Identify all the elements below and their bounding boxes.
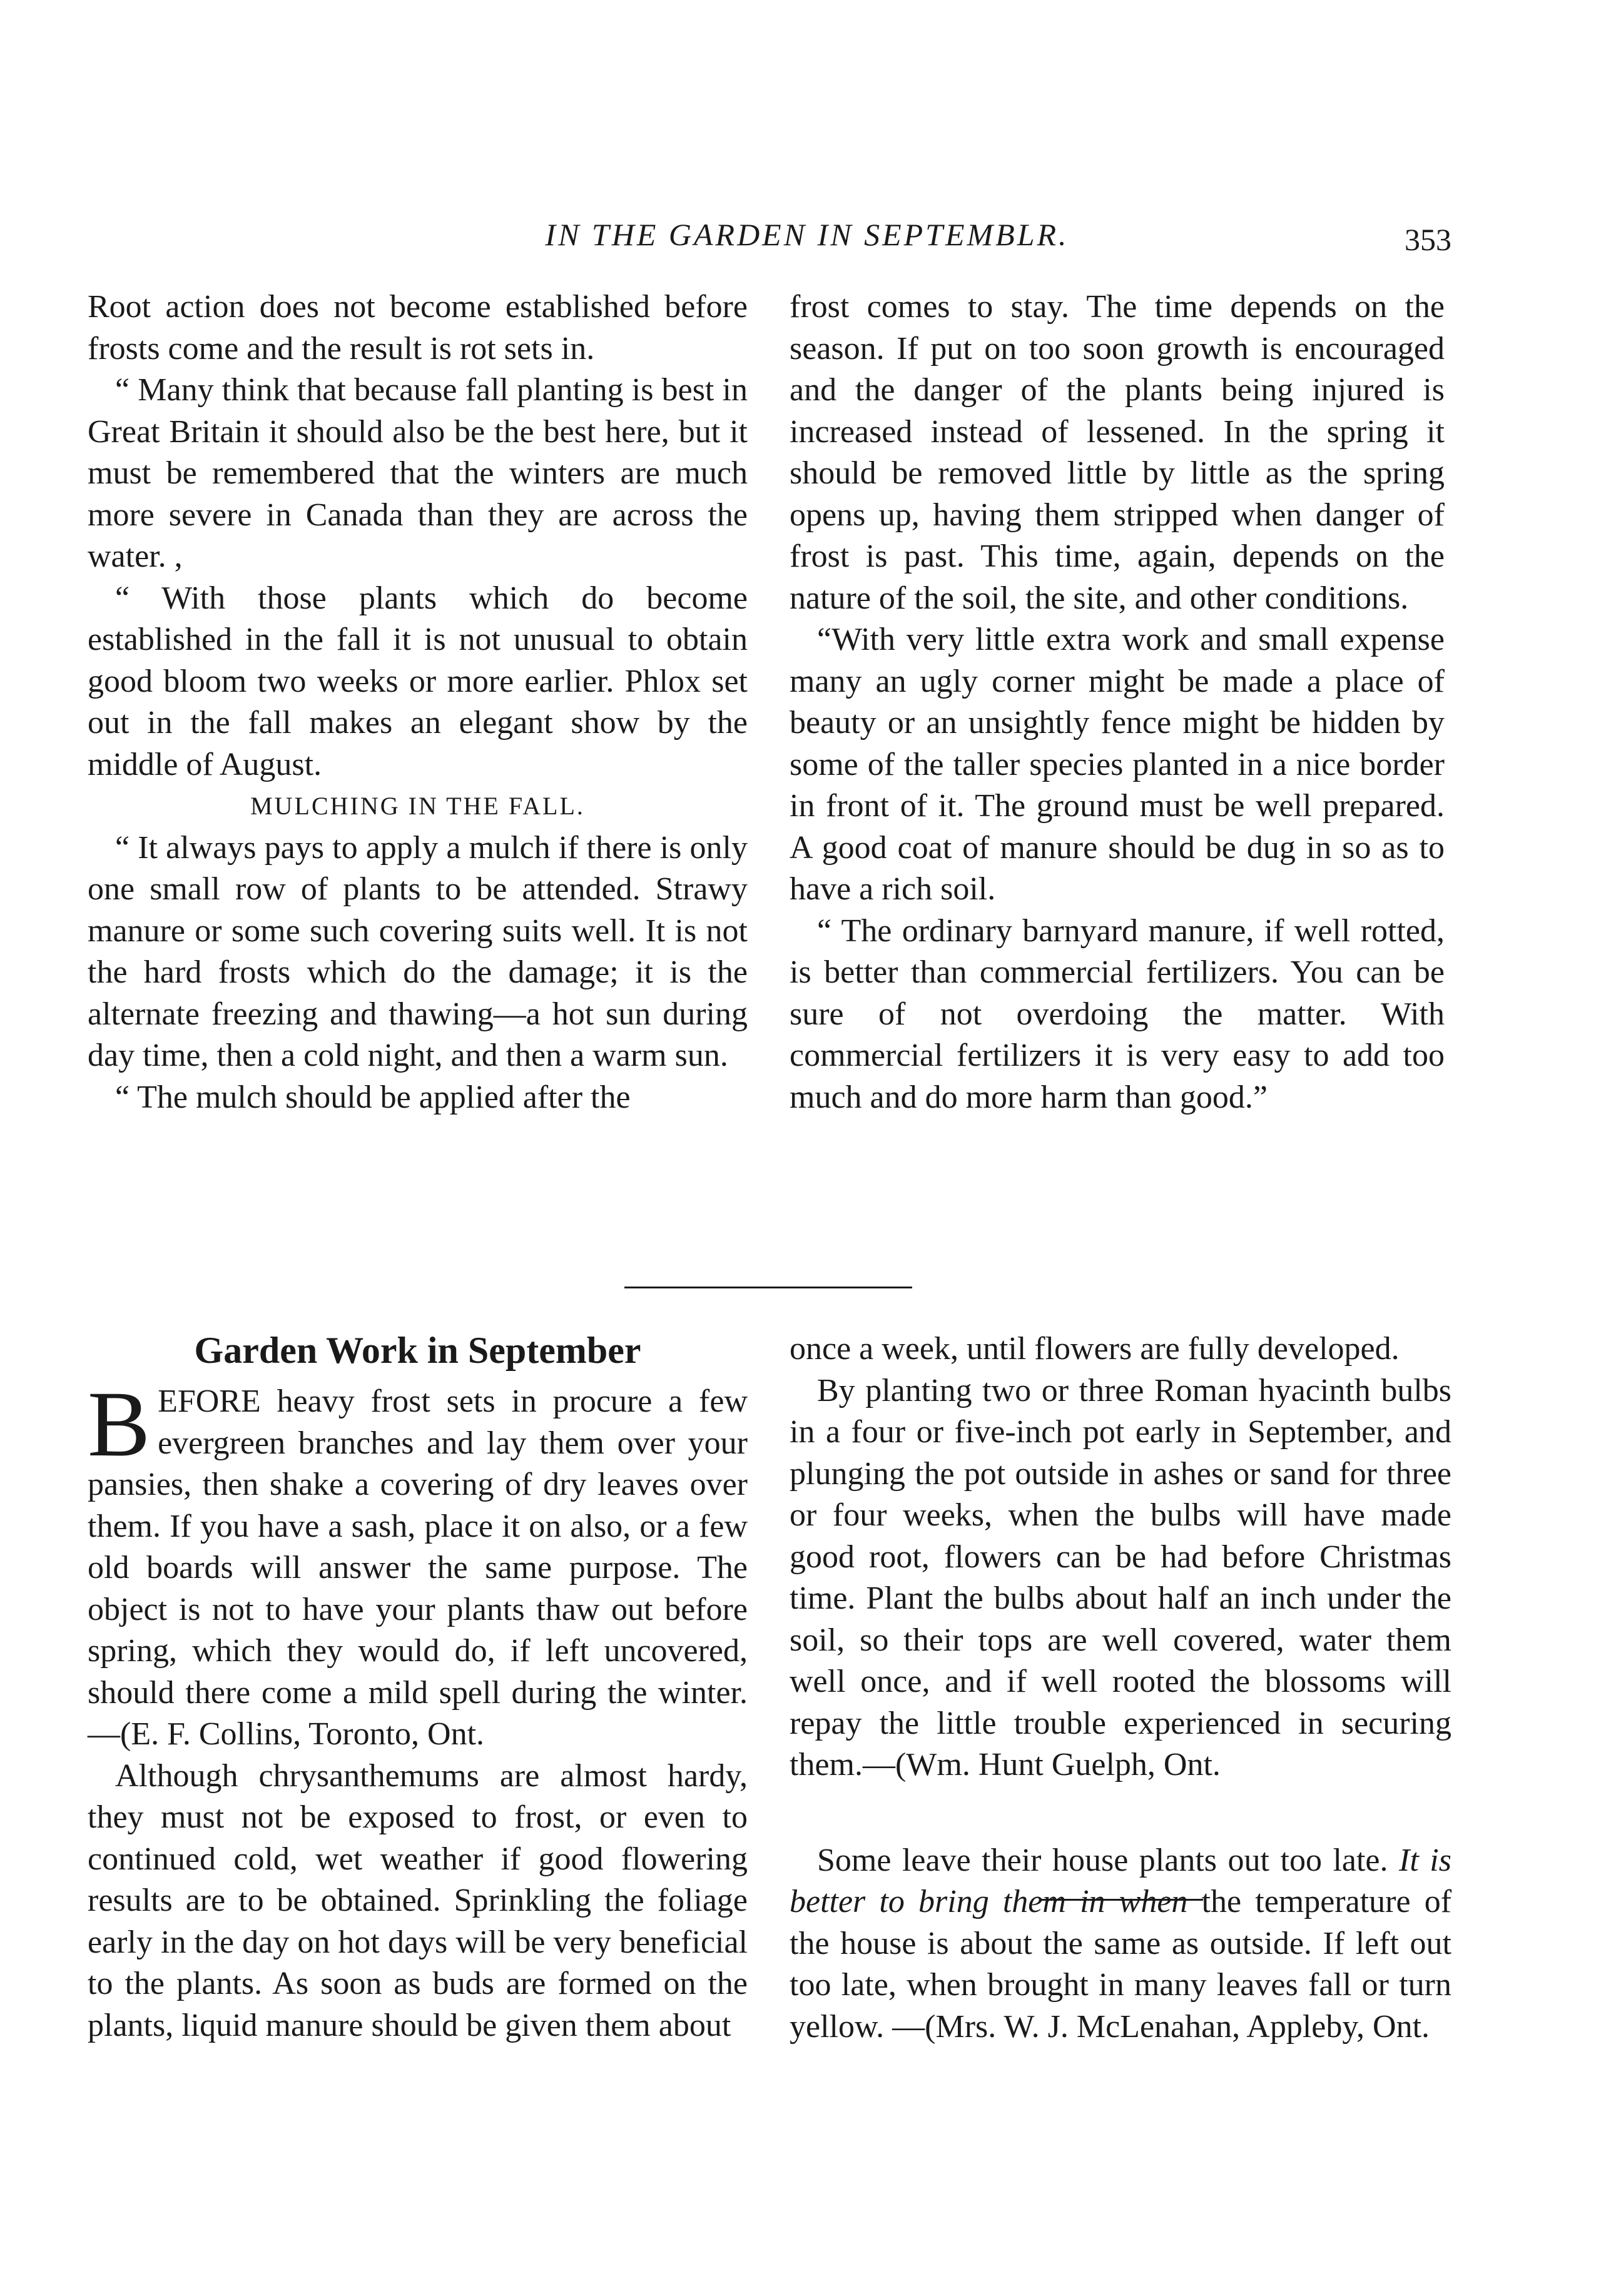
article-column-left-top xyxy=(88,286,748,1118)
paragraph xyxy=(790,1840,1451,2048)
paragraph: Although chrysanthemums are almost hardy, they must not be exposed to frost, or even to continued cold, wet weather if good flowering results are to be obtained. Sprinkling the foliage early in the day on hot days will be very beneficial to the plants. As soon as buds are formed on the plants, liquid manure should be given them about xyxy=(88,1757,748,2043)
paragraph: By planting two or three Roman hyacinth bulbs in a four or five-inch pot early in September, and plunging the pot outside in ashes or sand for three or four weeks, when the bulbs will have made good root, flowers can be had before Christmas time. Plant the bulbs about half an inch under the soil, so their tops are well covered, water them well once, and if well rooted the blossoms will repay the little trouble experienced in securing them.—(Wm. Hunt Guelph, Ont. xyxy=(790,1372,1451,1783)
paragraph: Root action does not become established before frosts come and the result is rot sets in. xyxy=(88,289,748,367)
section-divider xyxy=(624,1287,912,1288)
paragraph: once a week, until flowers are fully developed. xyxy=(790,1331,1400,1367)
paragraph-text: Some leave their house plants out too late. xyxy=(817,1842,1400,1878)
paragraph: “ Many think that because fall planting is best in Great Britain it should also be the best here, but it must be remembered that the winters are much more severe in Canada than they are across the water. , xyxy=(88,372,748,574)
section-subheading: MULCHING IN THE FALL. xyxy=(250,792,585,820)
drop-cap: B xyxy=(88,1372,151,1476)
paragraph-italic-text: It is better to bring them in when xyxy=(790,1842,1451,1919)
article-column-left-bottom xyxy=(88,1328,748,2046)
page-number: 353 xyxy=(1405,222,1451,257)
paragraph: frost comes to stay. The time depends on the season. If put on too soon growth is encouraged and the danger of the plants being injured is increased instead of lessened. In the spring it should be removed little by little as the spring opens up, having them stripped when danger of frost is past. This time, again, depends on the nature of the soil, the site, and other conditions. xyxy=(790,289,1445,616)
paragraph: “ It always pays to apply a mulch if there is only one small row of plants to be attended. Strawy manure or some such covering suits well. It is not the hard frosts which do the damage; it is the alternate freezing and thawing—a hot sun during day time, then a cold night, and then a warm sun. xyxy=(88,829,748,1073)
paragraph: “ The mulch should be applied after the xyxy=(115,1079,631,1115)
paragraph: “ With those plants which do become established in the fall it is not unusual to obtain good bloom two weeks or more earlier. Phlox set out in the fall makes an elegant show by the middle of August. xyxy=(88,580,748,782)
paragraph-with-dropcap xyxy=(88,1372,748,1756)
running-head xyxy=(0,213,1621,263)
paragraph-text: the temperature of the house is about the same as outside. If left out too late, when brought in many leaves fall or turn yellow. —(Mrs. W. J. McLenahan, Appleby, Ont. xyxy=(790,1884,1452,2045)
short-divider xyxy=(1040,1899,1203,1901)
paragraph: “ The ordinary barnyard manure, if well rotted, is better than commercial fertilizers. You can be sure of not overdoing the matter. With commercial fertilizers it is very easy to add too much and do more harm than good.” xyxy=(790,913,1445,1115)
paragraph: “With very little extra work and small expense many an ugly corner might be made a place of beauty or an unsightly fence might be hidden by some of the taller species planted in a nice border in front of it. The ground must be well prepared. A good coat of manure should be dug in so as to have a rich soil. xyxy=(790,622,1445,907)
paragraph-text: EFORE heavy frost sets in procure a few evergreen branches and lay them over your pansies, then shake a covering of dry leaves over them. If you have a sash, place it on also, or a few old boards will answer the same purpose. The object is not to have your plants thaw out before spring, which they would do, if left uncovered, should there come a mild spell during the winter.—(E. F. Collins, Toronto, Ont. xyxy=(88,1383,748,1752)
article-column-right-bottom xyxy=(790,1328,1451,2048)
running-title: IN THE GARDEN IN SEPTEMBLR. xyxy=(545,217,1069,252)
article-column-right-top xyxy=(790,286,1445,1118)
article-title: Garden Work in September xyxy=(194,1330,641,1371)
